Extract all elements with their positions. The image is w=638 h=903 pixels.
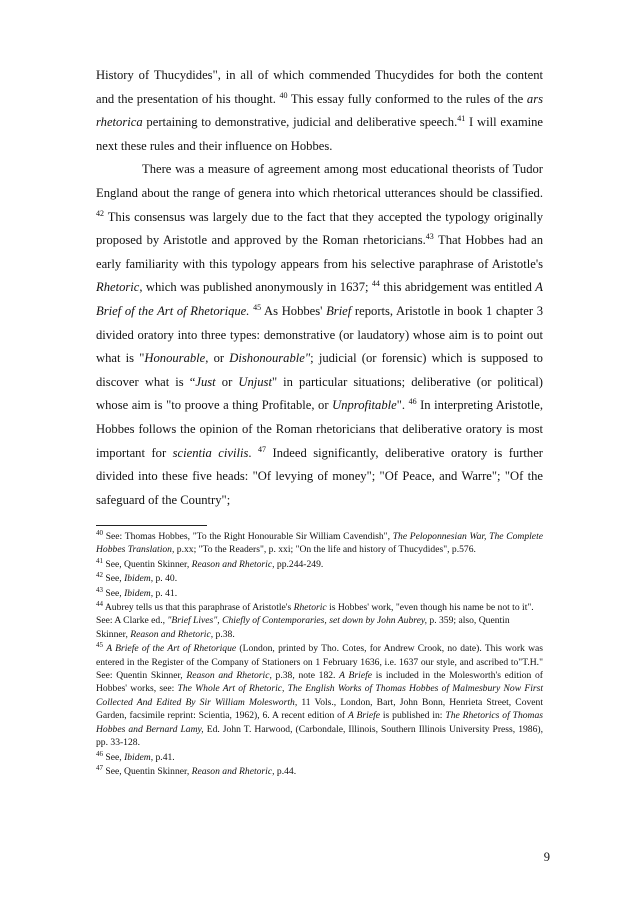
footnote-reference: 43 xyxy=(425,231,434,241)
text-run: ". xyxy=(396,398,409,413)
main-text xyxy=(96,64,543,512)
italic-text: scientia civilis xyxy=(172,445,249,460)
footnote-number: 47 xyxy=(96,763,103,772)
text-run: " in particular situations; deliberative (or political) whose aim is "to proove a thing Profitable, or xyxy=(96,374,543,413)
text-run: is published in: xyxy=(380,710,446,722)
text-run: See, xyxy=(103,751,125,763)
italic-text: Reason and Rhetoric, xyxy=(191,765,275,777)
italic-text: ars rhetorica xyxy=(96,91,543,130)
italic-text: Unprofitable xyxy=(332,398,397,413)
footnote-number: 40 xyxy=(96,528,103,537)
text-run: this abridgement was entitled xyxy=(379,280,536,295)
text-run: p.44. xyxy=(274,765,297,777)
text-run: See, Quentin Skinner, xyxy=(103,765,192,777)
text-run: , 11 Vols., London, Bart, John Bonn, Henrieta Street, Covent Garden, facsimile reprint: Scientia, 1962), 6. A recent edition of xyxy=(96,696,544,722)
text-run: Indeed significantly, deliberative oratory is further divided into these five heads: "Of levying of money"; "Of Peace, and Warre"; "Of the safeguard of the Country"; xyxy=(96,445,543,507)
footnote-reference: 47 xyxy=(258,444,267,454)
footnote-number: 45 xyxy=(96,641,103,650)
italic-text: "Brief Lives", Chiefly of Contemporaries, set down by John Aubrey, xyxy=(167,615,428,627)
italic-text: Ibidem, xyxy=(124,751,154,763)
text-run: p. 40. xyxy=(153,573,178,585)
footnote-number: 43 xyxy=(96,585,103,594)
footnote-40 xyxy=(96,530,543,557)
body-paragraph xyxy=(96,158,543,512)
text-run: See: Thomas Hobbes, "To the Right Honourable Sir William Cavendish", xyxy=(103,531,393,542)
text-run: See, xyxy=(103,573,125,585)
italic-text: Ibidem, xyxy=(124,587,154,599)
footnote-number: 46 xyxy=(96,749,103,758)
italic-text: Rhetoric xyxy=(293,602,327,614)
footnote-47 xyxy=(96,765,543,778)
body-paragraph xyxy=(96,64,543,158)
footnote-44 xyxy=(96,601,543,641)
footnote-46 xyxy=(96,751,543,764)
footnote-45 xyxy=(96,642,543,749)
text-run: (London, printed by Tho. Cotes, for Andrew Crook, no date). This work was entered in the Register of the Company of Stationers on 1 February 1636, i.e. 1637 our style, and ascribed to"T.H." See: Quentin Skinner, xyxy=(96,643,543,682)
text-run: p.38, note 182. xyxy=(271,670,340,682)
text-run: or xyxy=(215,374,239,389)
text-run: Skinner, xyxy=(96,628,131,640)
footnote-42 xyxy=(96,572,543,585)
italic-text: The Peloponnesian War, The Complete Hobbes Translation, xyxy=(96,531,543,556)
text-run: In interpreting Aristotle, Hobbes follows the opinion of the Roman rhetoricians that deliberative oratory is most important for xyxy=(96,398,543,460)
text-run: See: A Clarke ed., xyxy=(96,615,168,627)
italic-text: The Rhetorics of Thomas Hobbes and Bernard Lamy, xyxy=(96,710,543,735)
text-run: This essay fully conformed to the rules of the xyxy=(287,91,527,106)
page-number: 9 xyxy=(543,850,550,864)
footnote-separator xyxy=(96,525,207,526)
text-run: is included in the Molesworth's edition of Hobbes' works, see: xyxy=(96,670,544,695)
footnote-number: 44 xyxy=(96,599,103,608)
text-run: ; judicial (or forensic) which is supposed to discover what is “ xyxy=(96,351,543,389)
text-run: . xyxy=(248,445,259,460)
italic-text: Rhetoric xyxy=(96,280,140,295)
footnote-43 xyxy=(96,587,543,600)
italic-text: A Briefe xyxy=(348,710,381,722)
text-run: pp.244-249. xyxy=(274,558,324,570)
italic-text: Just xyxy=(195,374,216,389)
italic-text: Dishonourable" xyxy=(229,351,311,366)
text-run: I will examine next these rules and their influence on Hobbes. xyxy=(96,115,543,153)
footnote-number: 41 xyxy=(96,556,103,565)
italic-text: The Whole Art of Rhetoric, The English Works of Thomas Hobbes of Malmesbury Now First Collected And Edited By Sir William Molesworth xyxy=(96,683,544,708)
text-run: , or xyxy=(205,351,230,366)
text-run: See, xyxy=(103,587,125,599)
footnote-reference: 46 xyxy=(408,397,417,407)
footnote-reference: 40 xyxy=(279,90,288,100)
italic-text: Reason and Rhetoric, xyxy=(186,670,272,682)
text-run: History of Thucydides", in all of which commended Thucydides for both the content and the presentation of his thought. xyxy=(96,68,543,106)
footnote-41 xyxy=(96,558,543,571)
text-run: reports, Aristotle in book 1 chapter 3 divided oratory into three types: demonstrative (or laudatory) whose aim is to point out what is " xyxy=(96,303,543,366)
italic-text: Unjust xyxy=(238,374,272,389)
text-run: See, Quentin Skinner, xyxy=(103,558,192,570)
text-run: p. 41. xyxy=(153,587,178,599)
text-run: That Hobbes had an early familiarity with this typology appears from his selective paraphrase of Aristotle's xyxy=(96,233,543,271)
footnotes xyxy=(96,530,543,779)
italic-text: Brief xyxy=(326,303,352,318)
italic-text: A Briefe xyxy=(339,670,373,682)
text-run: pertaining to demonstrative, judicial and deliberative speech. xyxy=(142,115,458,130)
text-run: is Hobbes' work, "even though his name be not to it". xyxy=(326,602,534,614)
italic-text: Reason and Rhetoric, xyxy=(191,558,275,570)
text-run: Ed. John T. Harwood, (Carbondale, Illinois, Southern Illinois University Press, 1986), pp. 33-128. xyxy=(96,723,543,749)
footnote-reference: 41 xyxy=(457,114,466,123)
italic-text: A Briefe of the Art of Rhetorique xyxy=(106,643,237,655)
text-run: This consensus was largely due to the fact that they accepted the typology originally proposed by Aristotle and approved by the Roman rhetoricians. xyxy=(96,209,543,248)
italic-text: Honourable xyxy=(144,351,206,366)
footnote-reference: 42 xyxy=(96,208,104,218)
text-run: p.xx; "To the Readers", p. xxi; "On the life and history of Thucydides", p.576. xyxy=(174,544,476,556)
italic-text: Ibidem, xyxy=(124,573,154,585)
italic-text: Reason and Rhetoric, xyxy=(130,628,214,640)
text-run: p.38. xyxy=(213,628,235,640)
text-run: p. 359; also, Quentin xyxy=(427,615,510,627)
italic-text: A Brief of the Art of Rhetorique. xyxy=(96,280,543,318)
text-run: , which was published anonymously in 1637; xyxy=(139,280,372,295)
footnote-number: 42 xyxy=(96,571,103,580)
text-run: Aubrey tells us that this paraphrase of Aristotle's xyxy=(103,602,294,614)
text-run: There was a measure of agreement among most educational theorists of Tudor England about the range of genera into which rhetorical utterances should be classified. xyxy=(96,162,543,200)
text-run: p.41. xyxy=(153,751,175,763)
text-run: As Hobbes' xyxy=(261,303,327,318)
footnote-reference: 45 xyxy=(253,302,262,312)
footnote-reference: 44 xyxy=(371,279,380,289)
